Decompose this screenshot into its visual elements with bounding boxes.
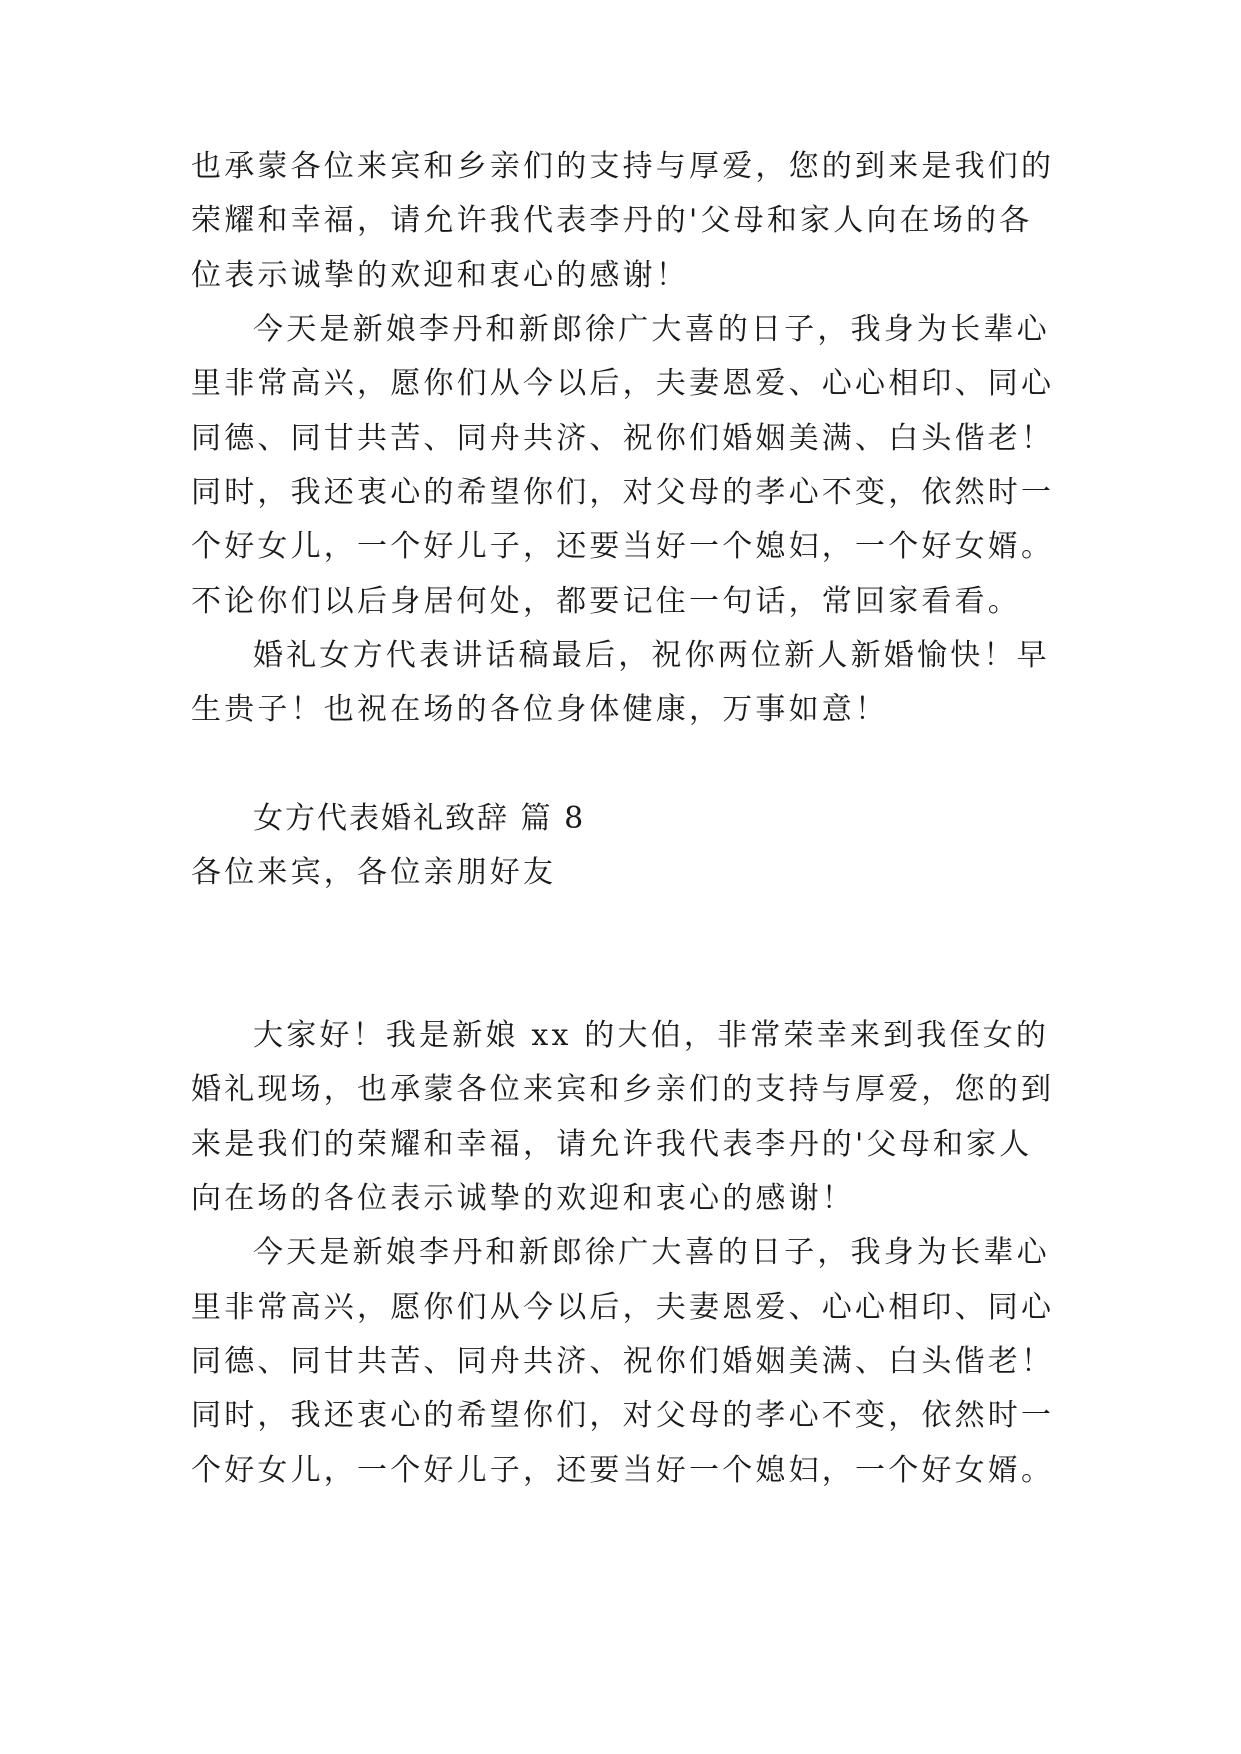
text-line: 个好女儿，一个好儿子，还要当好一个媳妇，一个好女婿。	[191, 529, 1055, 564]
text-line: 大家好！我是新娘 xx 的大伯，非常荣幸来到我侄女的	[253, 1018, 1050, 1053]
text-line: 荣耀和幸福，请允许我代表李丹的'父母和家人向在场的各	[191, 203, 1033, 238]
text-line: 同时，我还衷心的希望你们，对父母的孝心不变，依然时一	[191, 475, 1055, 510]
text-line: 今天是新娘李丹和新郎徐广大喜的日子，我身为长辈心	[253, 312, 1050, 347]
text-line: 婚礼女方代表讲话稿最后，祝你两位新人新婚愉快！早	[253, 638, 1050, 673]
text-line: 向在场的各位表示诚挚的欢迎和衷心的感谢！	[191, 1181, 855, 1216]
text-line: 同时，我还衷心的希望你们，对父母的孝心不变，依然时一	[191, 1398, 1055, 1433]
text-line: 婚礼现场，也承蒙各位来宾和乡亲们的支持与厚爱，您的到	[191, 1072, 1055, 1107]
text-line: 不论你们以后身居何处，都要记住一句话，常回家看看。	[191, 584, 1021, 619]
text-line: 同德、同甘共苦、同舟共济、祝你们婚姻美满、白头偕老！	[191, 1344, 1055, 1379]
text-line: 也承蒙各位来宾和乡亲们的支持与厚爱，您的到来是我们的	[191, 149, 1055, 184]
text-line: 同德、同甘共苦、同舟共济、祝你们婚姻美满、白头偕老！	[191, 421, 1055, 456]
text-line: 位表示诚挚的欢迎和衷心的感谢！	[191, 258, 689, 293]
section-heading: 女方代表婚礼致辞 篇 8	[253, 801, 586, 836]
text-line: 来是我们的荣耀和幸福，请允许我代表李丹的'父母和家人	[191, 1127, 1033, 1162]
text-line: 个好女儿，一个好儿子，还要当好一个媳妇，一个好女婿。	[191, 1453, 1055, 1488]
text-line: 今天是新娘李丹和新郎徐广大喜的日子，我身为长辈心	[253, 1235, 1050, 1270]
text-line: 里非常高兴，愿你们从今以后，夫妻恩爱、心心相印、同心	[191, 1290, 1055, 1325]
text-line: 里非常高兴，愿你们从今以后，夫妻恩爱、心心相印、同心	[191, 366, 1055, 401]
salutation-line: 各位来宾，各位亲朋好友	[191, 855, 557, 890]
text-line: 生贵子！也祝在场的各位身体健康，万事如意！	[191, 692, 889, 727]
